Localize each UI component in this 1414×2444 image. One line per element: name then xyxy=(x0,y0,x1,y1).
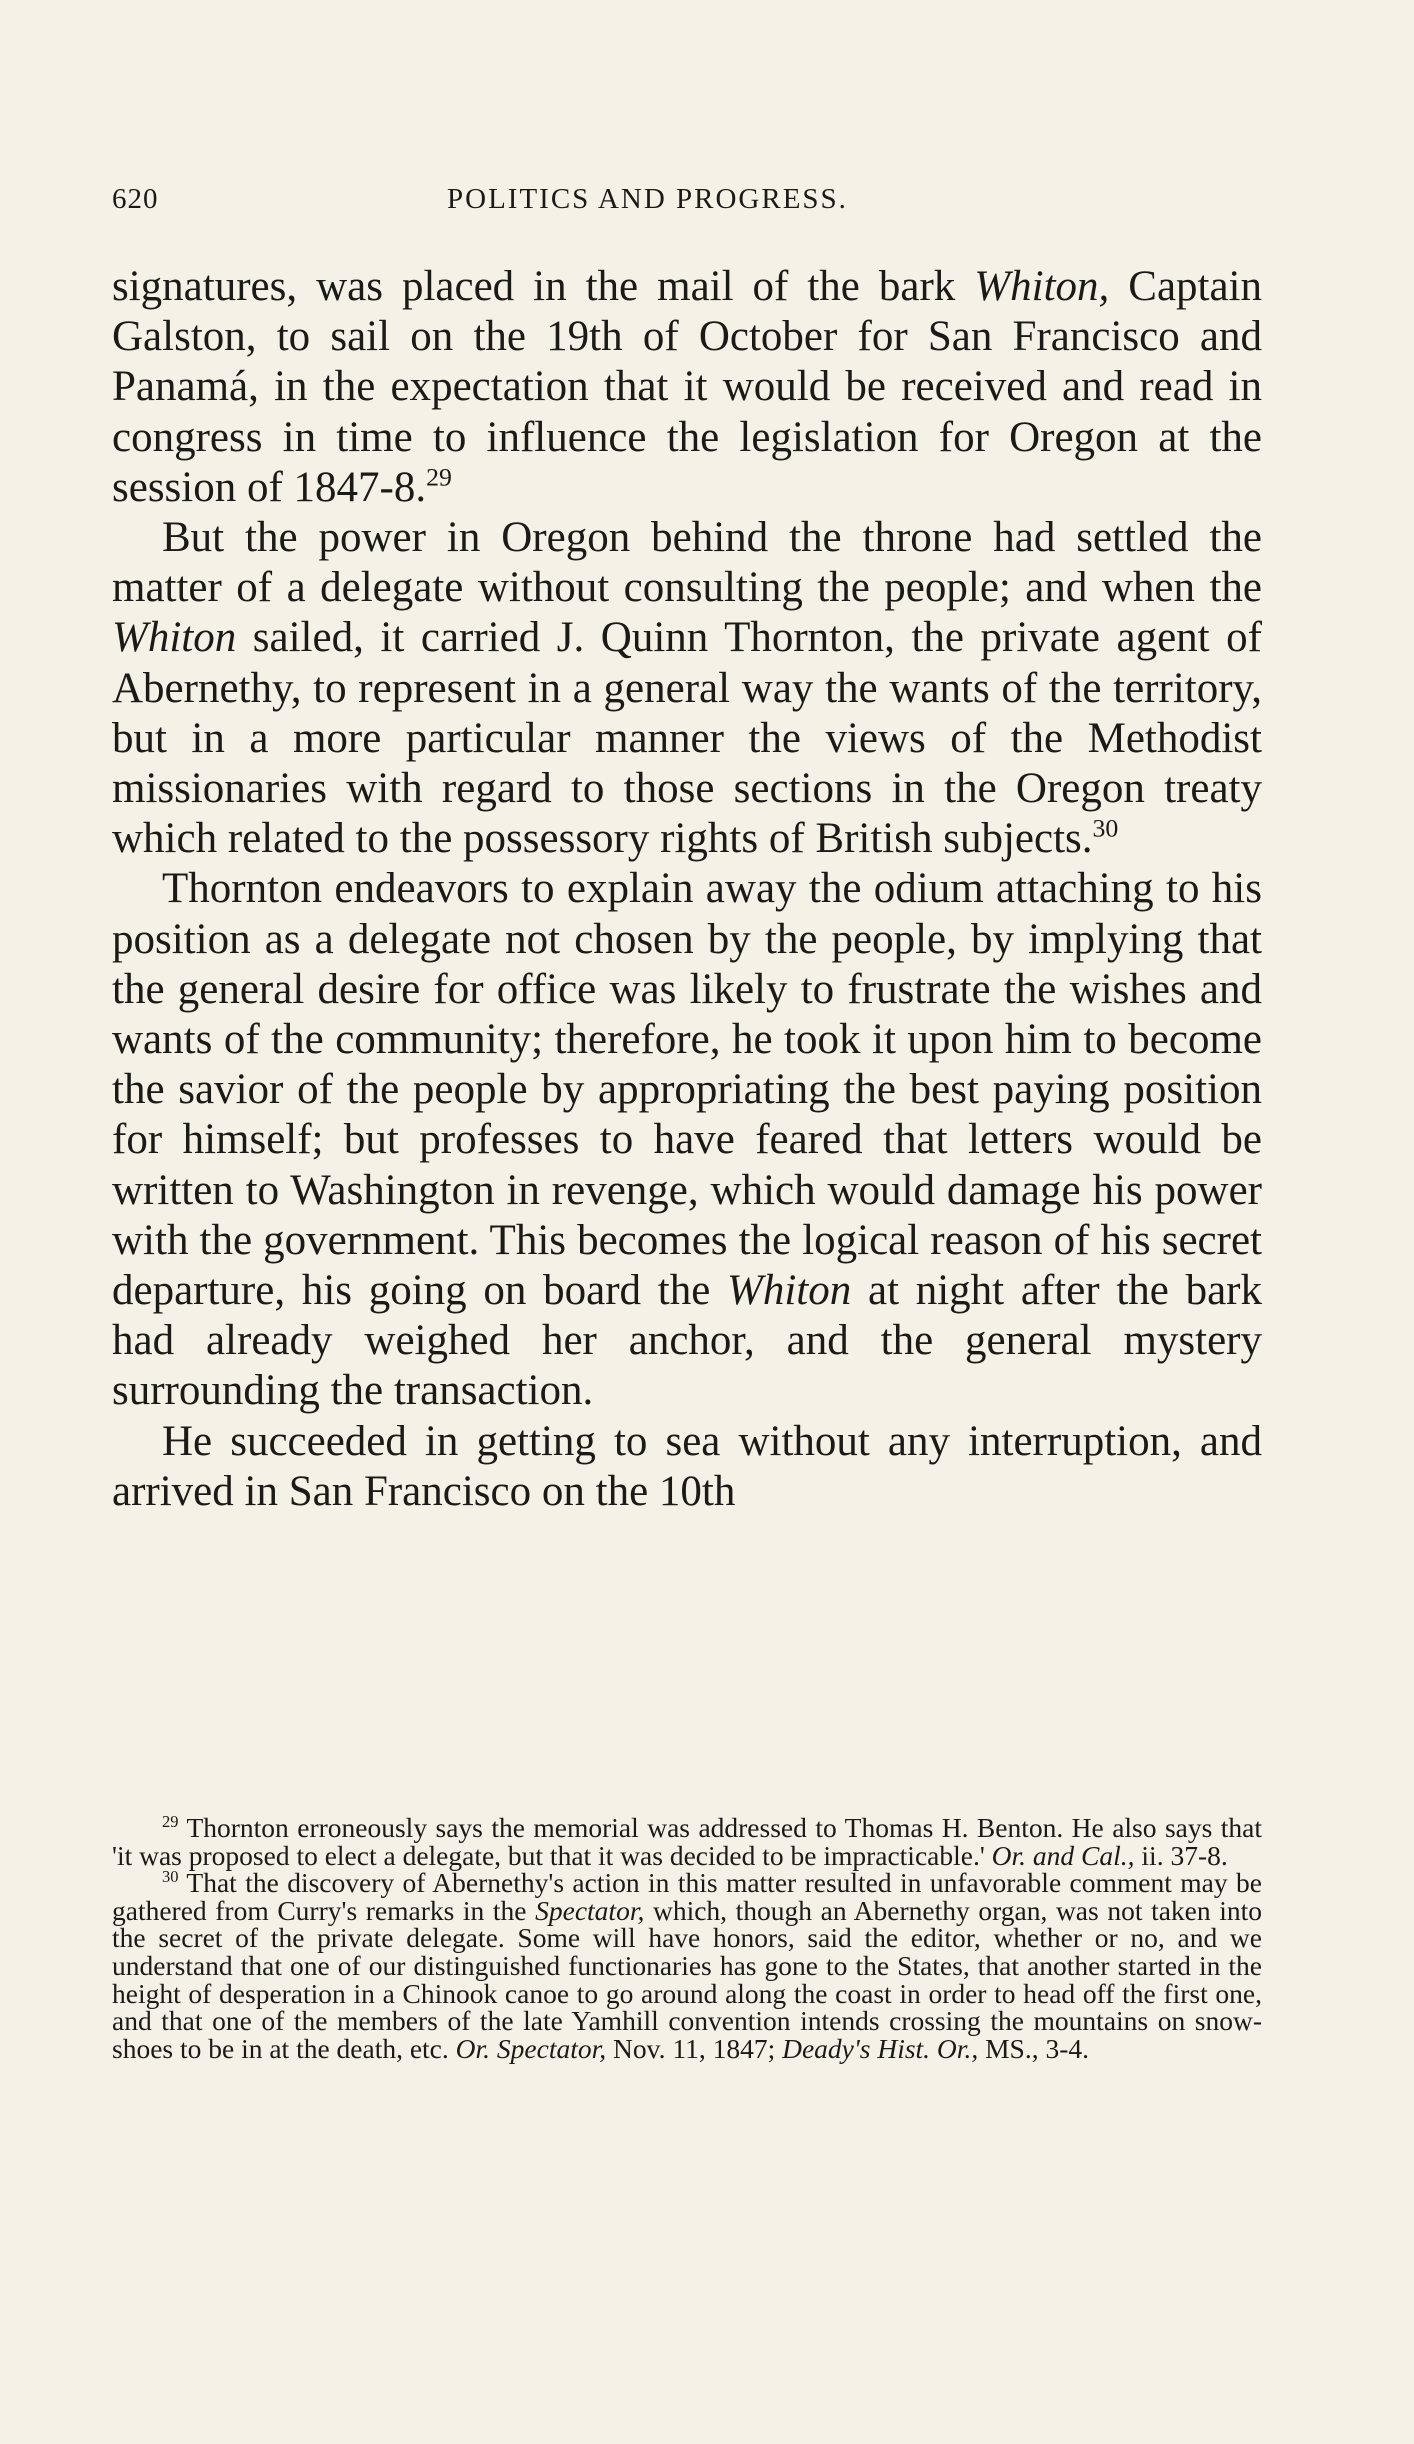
footnotes xyxy=(112,1811,1262,2064)
footnote-ref-29: 29 xyxy=(426,462,452,492)
footnote-30: $^{30}$ That the discovery of Abernethy's action in this matter resulted in unfavorable comment may be gathered from Curry's remarks in the Spectator, which, though an Abernethy organ, was not taken into the secret of the private delegate. Some will have honors, said the editor, whether or no, and we understand that one of our distinguished functionaries has gone to the States, that another started in the height of desperation in a Chinook canoe to go around along the coast in order to head off the first one, and that one of the members of the late Yamhill convention intends crossing the mountains on snow-shoes to be in at the death, etc. Or. Spectator, Nov. 11, 1847; Deady's Hist. Or., MS., 3-4. xyxy=(112,1867,1262,2064)
paragraph-4: He succeeded in getting to sea without any interruption, and arrived in San Francisco on the 10th xyxy=(112,1417,1262,1515)
page-header xyxy=(112,183,1262,223)
footnote-number: 30 xyxy=(162,1867,179,1887)
paragraph-3: Thornton endeavors to explain away the odium attaching to his position as a delegate not chosen by the people, by implying that the general desire for office was likely to frustrate the wishes and wants of the community; therefore, he took it upon him to become the savior of the people by appropriating the best paying position for himself; but professes to have feared that letters would be written to Washington in revenge, which would damage his power with the government. This becomes the logical reason of his secret departure, his going on board the Whiton at night after the bark had already weighed her anchor, and the general mystery surrounding the transaction. xyxy=(112,865,1263,1415)
body-text xyxy=(112,262,1262,1517)
paragraph-2: But the power in Oregon behind the throne had settled the matter of a delegate without consulting the people; and when the Whiton sailed, it carried J. Quinn Thornton, the private agent of Abernethy, to represent in a general way the wants of the territory, but in a more particular manner the views of the Methodist missionaries with regard to those sections in the Oregon treaty which related to the possessory rights of British subjects.$^{30}$ xyxy=(112,514,1262,863)
footnote-number: 29 xyxy=(162,1811,179,1831)
footnote-ref-30: 30 xyxy=(1092,813,1119,843)
page-number: 620 xyxy=(112,183,159,215)
paragraph-1: signatures, was placed in the mail of the bark Whiton, Captain Galston, to sail on the 19th of October for San Francisco and Panamá, in the expectation that it would be received and read in congress in time to influence the legislation for Oregon at the session of 1847-8.29 xyxy=(112,263,1263,511)
running-title: POLITICS AND PROGRESS. xyxy=(447,183,848,215)
footnote-29: $^{29}$ Thornton erroneously says the memorial was addressed to Thomas H. Benton. He also says that 'it was proposed to elect a delegate, but that it was decided to be impracticable.' Or. and Cal., ii. 37-8. xyxy=(112,1811,1262,1871)
